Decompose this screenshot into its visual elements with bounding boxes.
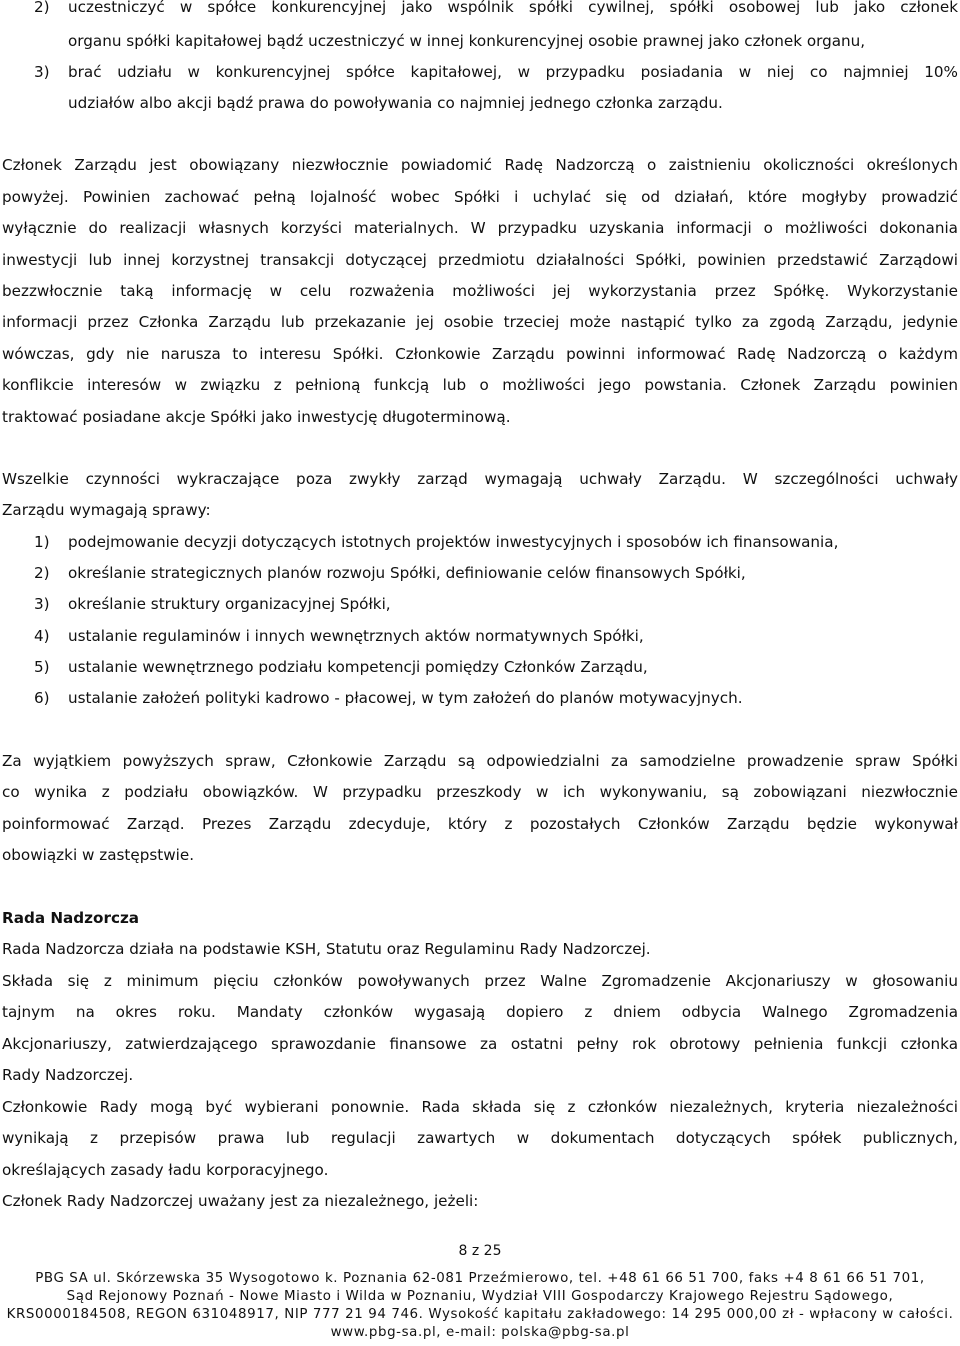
list-item-text: podejmowanie decyzji dotyczących istotnych projektów inwestycyjnych i sposobów ich finansowania, [68, 533, 839, 551]
list-number: 4) [34, 627, 50, 645]
list-item-text: określanie struktury organizacyjnej Spółki, [68, 595, 391, 613]
paragraph-line: Za wyjątkiem powyższych spraw, Członkowie Zarządu są odpowiedzialni za samodzielne prowadzenie spraw Spółki [2, 752, 958, 770]
paragraph-line: Akcjonariuszy, zatwierdzającego sprawozdanie finansowe za ostatni pełny rok obrotowy pełnienia funkcji członka [2, 1035, 958, 1053]
paragraph-line: konflikcie interesów w związku z pełnioną funkcją lub o możliwości jego powstania. Członek Zarządu powinien [2, 376, 958, 394]
paragraph-line: traktować posiadane akcje Spółki jako inwestycję długoterminową. [2, 408, 511, 426]
paragraph-line: informacji przez Członka Zarządu lub przekazanie jej osobie trzeciej może nastąpić tylko za zgodą Zarządu, jedynie [2, 313, 958, 331]
paragraph-line: wówczas, gdy nie narusza to interesu Spółki. Członkowie Zarządu powinni informować Radę Nadzorczą o każdym [2, 345, 958, 363]
paragraph-line: Wszelkie czynności wykraczające poza zwykły zarząd wymagają uchwały Zarządu. W szczególności uchwały [2, 470, 958, 488]
page-number: 8 z 25 [458, 1243, 502, 1259]
paragraph-line: Rady Nadzorczej. [2, 1066, 134, 1084]
paragraph-line: wyłącznie do realizacji własnych korzyści materialnych. W przypadku uzyskania informacji o możliwości dokonania [2, 219, 958, 237]
paragraph-line: Rada Nadzorcza działa na podstawie KSH, Statutu oraz Regulaminu Rady Nadzorczej. [2, 940, 651, 958]
paragraph-line: co wynika z podziału obowiązków. W przypadku przeszkody w ich wykonywaniu, są zobowiązani niezwłocznie [2, 783, 958, 801]
list-item-text: uczestniczyć w spółce konkurencyjnej jako wspólnik spółki cywilnej, spółki osobowej lub jako członek [68, 0, 958, 16]
paragraph-line: inwestycji lub innej korzystnej transakcji dotyczącej przedmiotu działalności Spółki, powinien przedstawić Zarządowi [2, 251, 958, 269]
paragraph-line: Składa się z minimum pięciu członków powoływanych przez Walne Zgromadzenie Akcjonariuszy w głosowaniu [2, 972, 958, 990]
paragraph-line: Członek Zarządu jest obowiązany niezwłocznie powiadomić Radę Nadzorczą o zaistnieniu okoliczności określonych [2, 156, 958, 174]
paragraph-line: obowiązki w zastępstwie. [2, 846, 195, 864]
list-number: 3) [34, 63, 50, 81]
list-number: 2) [34, 0, 50, 16]
list-item-text: określanie strategicznych planów rozwoju Spółki, definiowanie celów finansowych Spółki, [68, 564, 746, 582]
list-item-text: ustalanie założeń polityki kadrowo - płacowej, w tym założeń do planów motywacyjnych. [68, 689, 743, 707]
paragraph-line: Członek Rady Nadzorczej uważany jest za niezależnego, jeżeli: [2, 1192, 479, 1210]
list-number: 1) [34, 533, 50, 551]
list-item-text: brać udziału w konkurencyjnej spółce kapitałowej, w przypadku posiadania w niej co najmniej 10% [68, 63, 958, 81]
paragraph-line: bezzwłocznie taką informację w celu rozważenia możliwości jej wykorzystania przez Spółkę. Wykorzystanie [2, 282, 958, 300]
paragraph-line: powyżej. Powinien zachować pełną lojalność wobec Spółki i uchylać się od działań, które mogłyby prowadzić [2, 188, 958, 206]
list-number: 2) [34, 564, 50, 582]
list-item-text: ustalanie wewnętrznego podziału kompetencji pomiędzy Członków Zarządu, [68, 658, 648, 676]
footer-line: Sąd Rejonowy Poznań - Nowe Miasto i Wilda w Poznaniu, Wydział VIII Gospodarczy Krajowego Rejestru Sądowego, [66, 1289, 894, 1304]
paragraph-line: tajnym na okres roku. Mandaty członków wygasają dopiero z dniem odbycia Walnego Zgromadzenia [2, 1003, 958, 1021]
section-heading: Rada Nadzorcza [2, 909, 140, 927]
list-item-text: ustalanie regulaminów i innych wewnętrznych aktów normatywnych Spółki, [68, 627, 644, 645]
list-number: 3) [34, 595, 50, 613]
paragraph-line: Zarządu wymagają sprawy: [2, 501, 211, 519]
list-number: 6) [34, 689, 50, 707]
list-number: 5) [34, 658, 50, 676]
list-item-text: udziałów albo akcji bądź prawa do powoływania co najmniej jednego członka zarządu. [68, 94, 723, 112]
footer-line: KRS0000184508, REGON 631048917, NIP 777 21 94 746. Wysokość kapitału zakładowego: 14 295 000,00 zł - wpłacony w całości. [6, 1307, 954, 1322]
footer-line: www.pbg-sa.pl, e-mail: polska@pbg-sa.pl [330, 1325, 630, 1340]
list-item-text: organu spółki kapitałowej bądź uczestniczyć w innej konkurencyjnej osobie prawnej jako członek organu, [68, 32, 866, 50]
paragraph-line: poinformować Zarząd. Prezes Zarządu zdecyduje, który z pozostałych Członków Zarządu będzie wykonywał [2, 815, 958, 833]
footer-line: PBG SA ul. Skórzewska 35 Wysogotowo k. Poznania 62-081 Przeźmierowo, tel. +48 61 66 51 700, faks +4 8 61 66 51 701, [35, 1271, 925, 1286]
paragraph-line: wynikają z przepisów prawa lub regulacji zawartych w dokumentach dotyczących spółek publicznych, [2, 1129, 958, 1147]
paragraph-line: Członkowie Rady mogą być wybierani ponownie. Rada składa się z członków niezależnych, kryteria niezależności [2, 1098, 958, 1116]
paragraph-line: określających zasady ładu korporacyjnego. [2, 1161, 329, 1179]
